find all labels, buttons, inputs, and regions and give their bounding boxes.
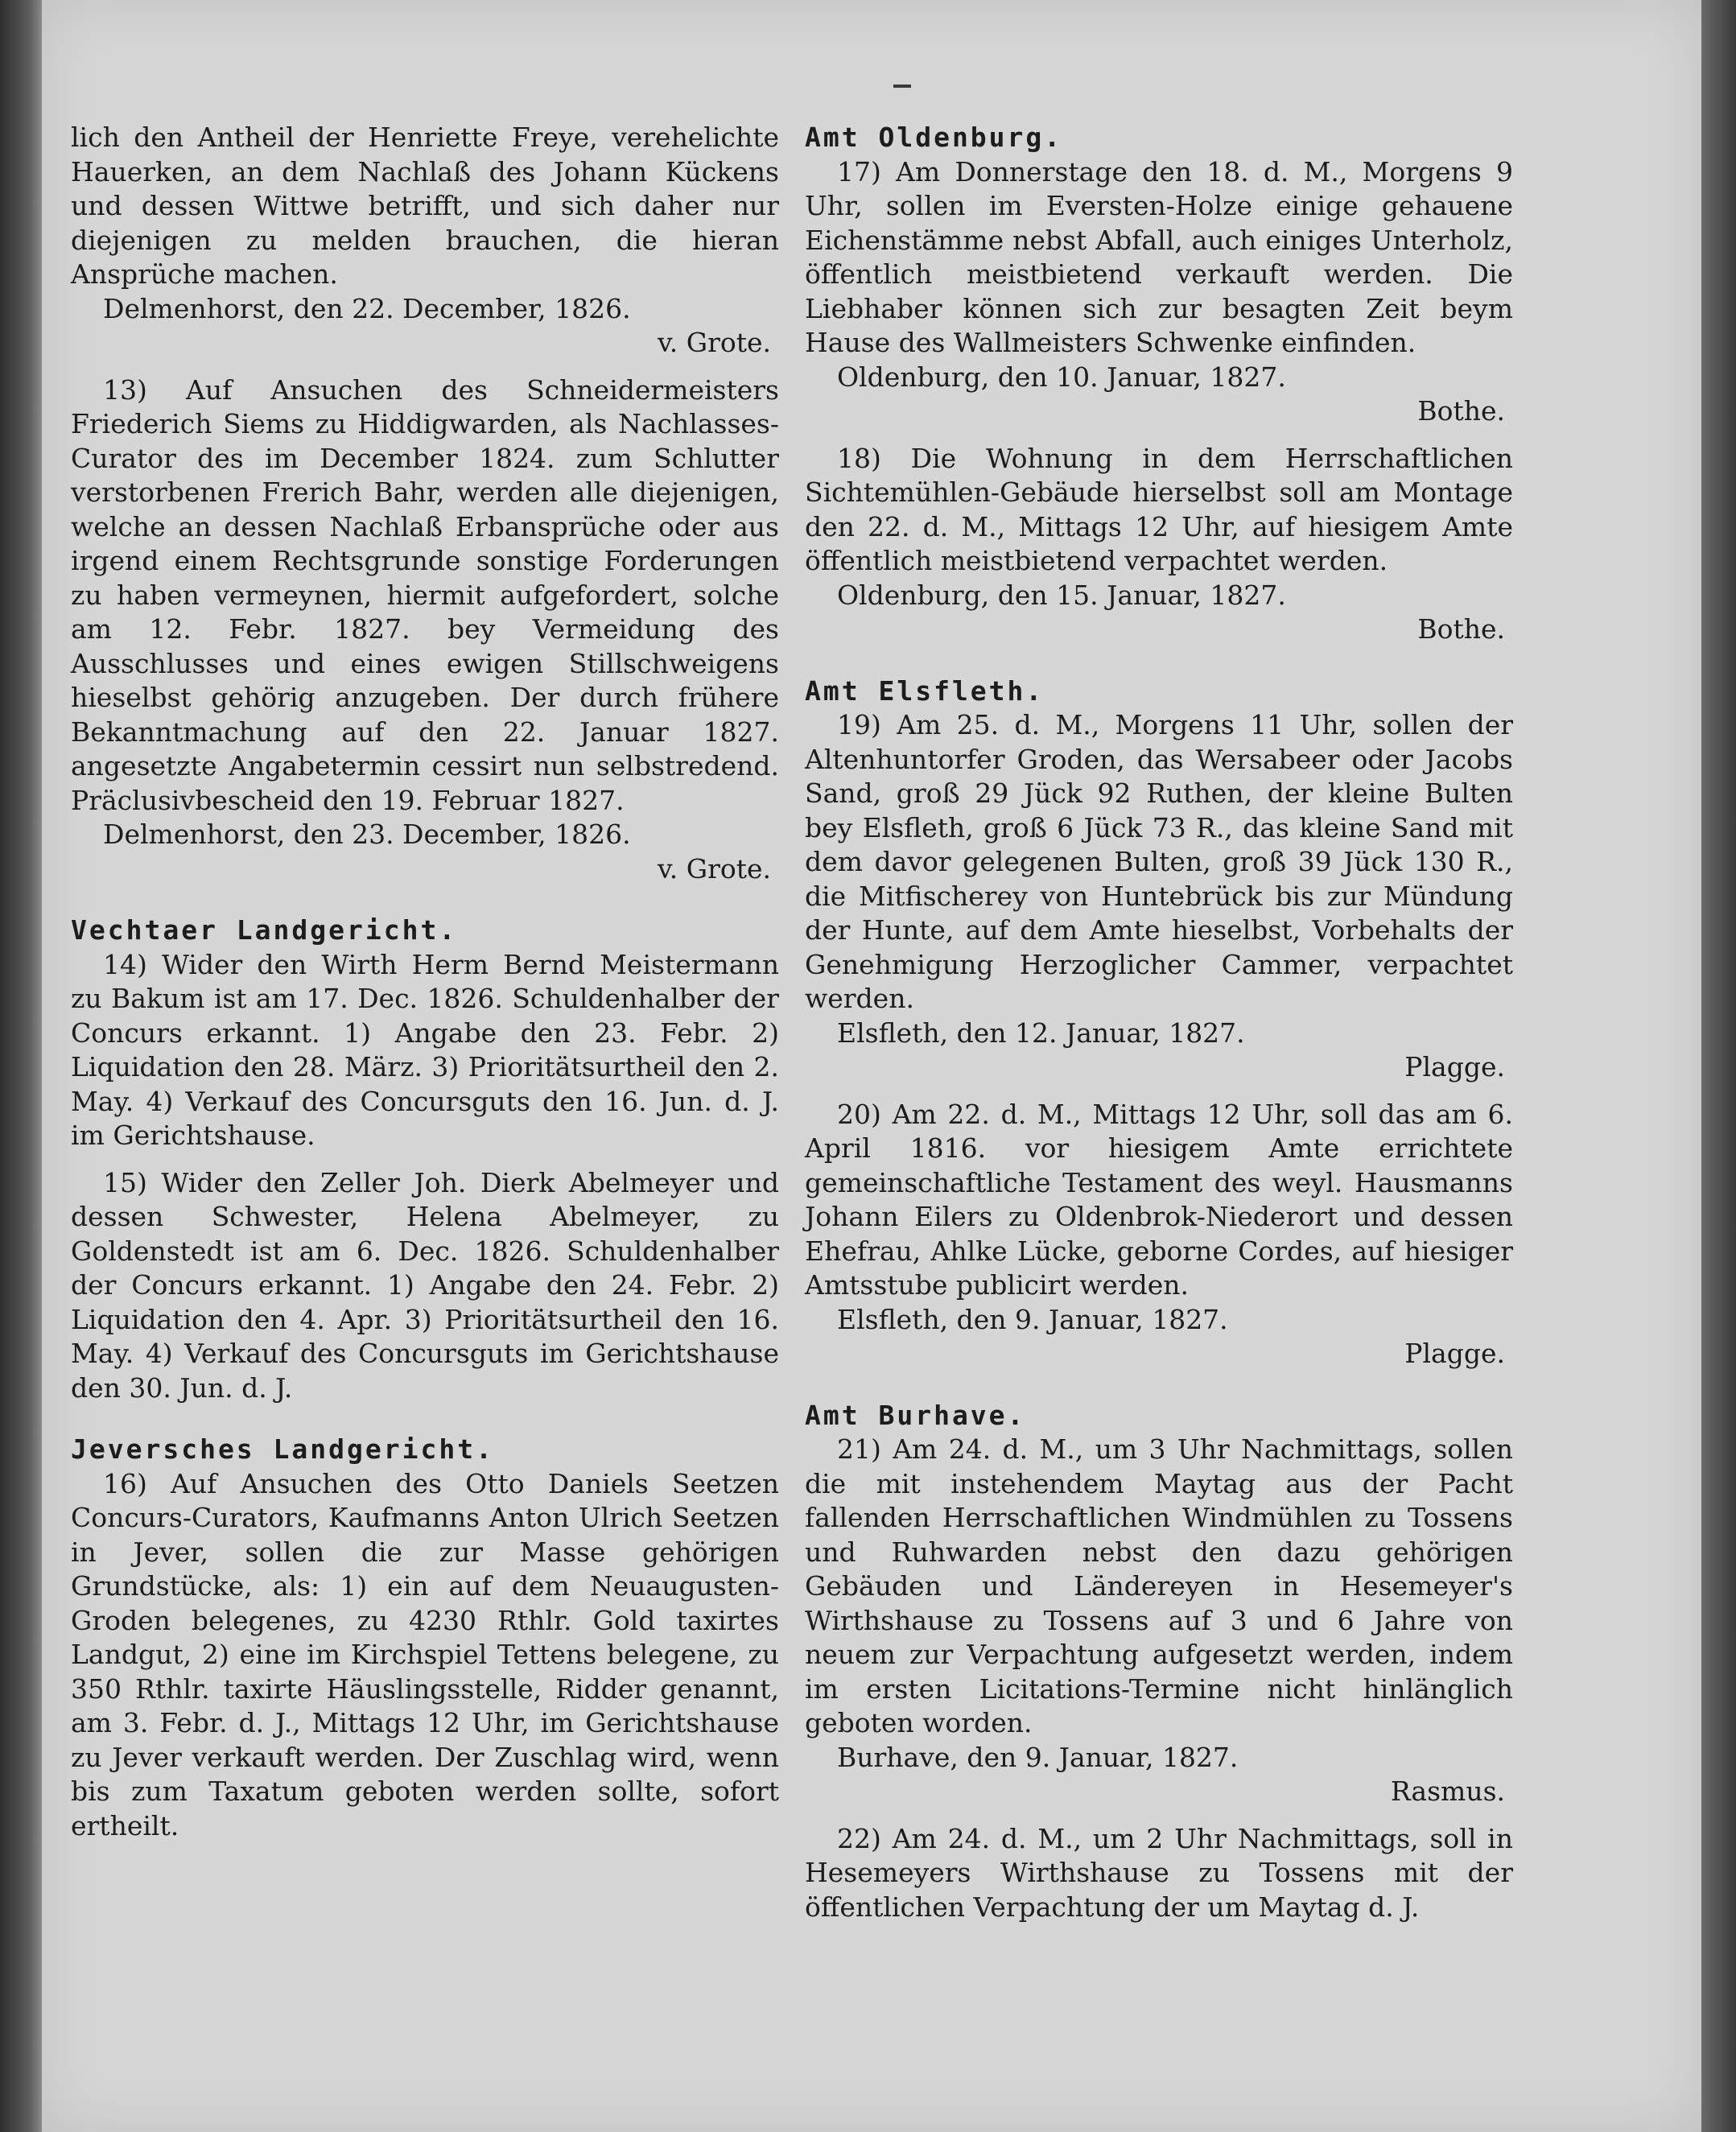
right-column bbox=[805, 121, 1513, 1924]
notice-20: 20) Am 22. d. M., Mittags 12 Uhr, soll das am 6. April 1816. vor hiesigem Amte errichtete gemeinschaftliche Testament des weyl. Hausmanns Johann Eilers zu Oldenbrok-Niederort und dessen Ehefrau, Ahlke Lücke, geborne Cordes, auf hiesiger Amtsstube publicirt werden. bbox=[805, 1098, 1513, 1301]
notice-place-date: Elsfleth, den 12. Januar, 1827. bbox=[837, 1017, 1245, 1049]
notice-signature: Bothe. bbox=[1417, 395, 1505, 427]
page-edge bbox=[1701, 0, 1736, 2132]
section-heading-jever: Jeversches Landgericht. bbox=[71, 1433, 494, 1465]
notice-15: 15) Wider den Zeller Joh. Dierk Abelmeyer und dessen Schwester, Helena Abelmeyer, zu Goldenstedt ist am 6. Dec. 1826. Schuldenhalber der Concurs erkannt. 1) Angabe den 24. Febr. 2) Liquidation den 4. Apr. 3) Prioritätsurtheil den 16. May. 4) Verkauf des Concursguts im Gerichtshause den 30. Jun. d. J. bbox=[71, 1166, 779, 1404]
notice-place-date: Oldenburg, den 15. Januar, 1827. bbox=[837, 579, 1286, 611]
notice-place-date: Delmenhorst, den 22. December, 1826. bbox=[103, 292, 631, 324]
notice-17: 17) Am Donnerstage den 18. d. M., Morgens 9 Uhr, sollen im Eversten-Holze einige gehauene Eichenstämme nebst Abfall, auch einiges Unterholz, öffentlich meistbietend verkauft werden. Die Liebhaber können sich zur besagten Zeit beym Hause des Wallmeisters Schwenke einfinden. bbox=[805, 155, 1513, 358]
section-heading-oldenburg: Amt Oldenburg. bbox=[805, 122, 1063, 153]
section-heading-elsfleth: Amt Elsfleth. bbox=[805, 674, 1045, 707]
section-heading-burhave: Amt Burhave. bbox=[805, 1399, 1026, 1431]
notice-22: 22) Am 24. d. M., um 2 Uhr Nachmittags, soll in Hesemeyers Wirthshause zu Tossens mit der öffentlichen Verpachtung der um Maytag d. J. bbox=[805, 1822, 1513, 1923]
notice-signature: v. Grote. bbox=[658, 852, 771, 885]
notice-signature: Plagge. bbox=[1404, 1338, 1505, 1369]
notice-place-date: Delmenhorst, den 23. December, 1826. bbox=[103, 819, 631, 850]
notice-16: 16) Auf Ansuchen des Otto Daniels Seetzen Concurs-Curators, Kaufmanns Anton Ulrich Seetzen in Jever, sollen die zur Masse gehörigen Grundstücke, als: 1) ein auf dem Neuaugusten-Groden belegenes, zu 4230 Rthlr. Gold taxirtes Landgut, 2) eine im Kirchspiel Tettens belegene, zu 350 Rthlr. taxirte Häuslingsstelle, Ridder genannt, am 3. Febr. d. J., Mittags 12 Uhr, im Gerichtshause zu Jever verkauft werden. Der Zuschlag wird, wenn bis zum Taxatum geboten werden sollte, sofort ertheilt. bbox=[71, 1467, 779, 1841]
left-column bbox=[71, 121, 779, 1843]
notice-place-date: Burhave, den 9. Januar, 1827. bbox=[837, 1741, 1239, 1773]
page-marker bbox=[893, 85, 911, 88]
section-heading-vechta: Vechtaer Landgericht. bbox=[71, 914, 458, 946]
notice-13: 13) Auf Ansuchen des Schneidermeisters Friederich Siems zu Hiddigwarden, als Nachlasses-Curator des im December 1824. zum Schlutter verstorbenen Frerich Bahr, werden alle diejenigen, welche an dessen Nachlaß Erbansprüche oder aus irgend einem Rechtsgrunde sonstige Forderungen zu haben vermeynen, hiermit aufgefordert, solche am 12. Febr. 1827. bey Vermeidung des Ausschlusses und eines ewigen Stillschweigens hieselbst gehörig anzugeben. Der durch frühere Bekanntmachung auf den 22. Januar 1827. angesetzte Angabetermin cessirt nun selbstredend. Präclusivbescheid den 19. Februar 1827. bbox=[71, 373, 779, 816]
notice-19: 19) Am 25. d. M., Morgens 11 Uhr, sollen der Altenhuntorfer Groden, das Wersabeer oder Jacobs Sand, groß 29 Jück 92 Ruthen, der kleine Bulten bey Elsfleth, groß 6 Jück 73 R., das kleine Sand mit dem davor gelegenen Bulten, groß 39 Jück 130 R., die Mitfischerey von Huntebrück bis zur Mündung der Hunte, auf dem Amte hieselbst, Vorbehalts der Genehmigung Herzoglicher Cammer, verpachtet werden. bbox=[805, 709, 1513, 1014]
notice-signature: Plagge. bbox=[1404, 1051, 1505, 1082]
notice-21: 21) Am 24. d. M., um 3 Uhr Nachmittags, sollen die mit instehendem Maytag aus der Pacht fallenden Herrschaftlichen Windmühlen zu Tossens und Ruhwarden nebst den dazu gehörigen Gebäuden und Ländereyen in Hesemeyer's Wirthshause zu Tossens auf 3 und 6 Jahre von neuem zur Verpachtung aufgesetzt werden, indem im ersten Licitations-Termine nicht hinlänglich geboten worden. bbox=[805, 1433, 1513, 1738]
notice-14: 14) Wider den Wirth Herm Bernd Meistermann zu Bakum ist am 17. Dec. 1826. Schuldenhalber der Concurs erkannt. 1) Angabe den 23. Febr. 2) Liquidation den 28. März. 3) Prioritätsurtheil den 2. May. 4) Verkauf des Concursguts den 16. Jun. d. J. im Gerichtshause. bbox=[71, 948, 779, 1151]
notice-signature: Rasmus. bbox=[1390, 1775, 1505, 1807]
book-binding bbox=[0, 0, 42, 2132]
notice-place-date: Oldenburg, den 10. Januar, 1827. bbox=[837, 361, 1286, 393]
notice-place-date: Elsfleth, den 9. Januar, 1827. bbox=[837, 1303, 1228, 1335]
notice-signature: v. Grote. bbox=[658, 327, 771, 358]
notice-continuation: lich den Antheil der Henriette Freye, verehelichte Hauerken, an dem Nachlaß des Johann Kückens und dessen Wittwe betrifft, und sich daher nur diejenigen zu melden brauchen, die hieran Ansprüche machen. bbox=[71, 122, 779, 290]
notice-signature: Bothe. bbox=[1417, 613, 1505, 645]
notice-18: 18) Die Wohnung in dem Herrschaftlichen Sichtemühlen-Gebäude hierselbst soll am Montage den 22. d. M., Mittags 12 Uhr, auf hiesigem Amte öffentlich meistbietend verpachtet werden. bbox=[805, 442, 1513, 576]
